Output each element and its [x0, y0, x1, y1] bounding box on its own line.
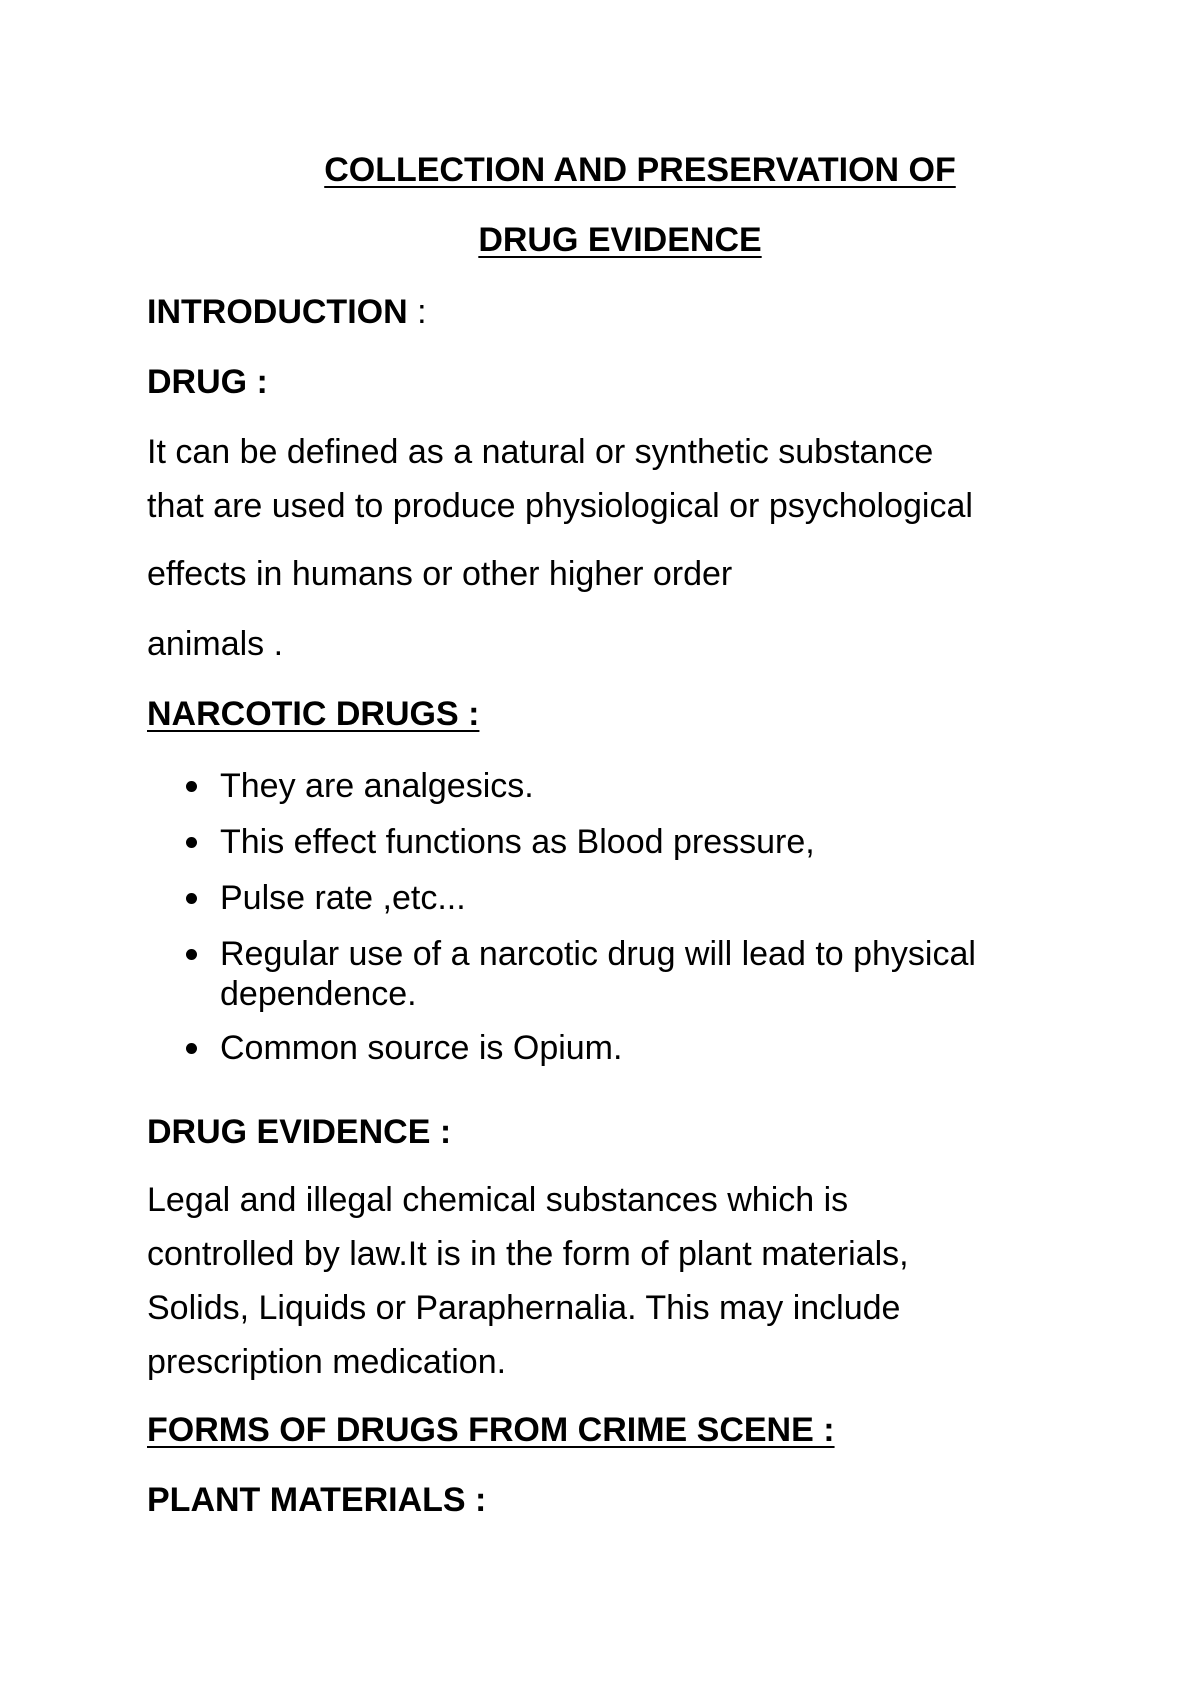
list-item [180, 934, 976, 1014]
drug-definition-line: that are used to produce physiological or psychological [147, 487, 973, 525]
drug-definition-line: It can be defined as a natural or synthetic substance [147, 433, 934, 471]
drug-evidence-line: Legal and illegal chemical substances which is [147, 1181, 849, 1219]
bullet-icon [186, 837, 197, 848]
drug-definition-line: animals . [147, 625, 284, 663]
narcotic-drugs-heading: NARCOTIC DRUGS : [147, 695, 480, 733]
introduction-heading [147, 292, 427, 332]
bullet-icon [186, 893, 197, 904]
list-item [180, 878, 976, 918]
list-item-text: They are analgesics. [220, 767, 534, 805]
narcotic-drugs-list [180, 766, 976, 1084]
list-item-text: Pulse rate ,etc... [220, 879, 466, 917]
document-title-line2: DRUG EVIDENCE [478, 221, 762, 259]
list-item [180, 1028, 976, 1068]
bullet-icon [186, 949, 197, 960]
bullet-icon [186, 1043, 197, 1054]
drug-evidence-heading: DRUG EVIDENCE : [147, 1113, 452, 1151]
drug-heading: DRUG : [147, 363, 268, 401]
list-item-text: Regular use of a narcotic drug will lead to physical [220, 935, 976, 973]
drug-evidence-line: controlled by law.It is in the form of plant materials, [147, 1235, 909, 1273]
bullet-icon [186, 781, 197, 792]
forms-of-drugs-heading: FORMS OF DRUGS FROM CRIME SCENE : [147, 1411, 835, 1449]
list-item-text: Common source is Opium. [220, 1029, 623, 1067]
list-item-text-continued: dependence. [220, 975, 417, 1013]
document-title-line1: COLLECTION AND PRESERVATION OF [324, 151, 956, 189]
list-item-text: This effect functions as Blood pressure, [220, 823, 815, 861]
list-item [180, 766, 976, 806]
introduction-heading-text: INTRODUCTION [147, 293, 408, 331]
list-item [180, 822, 976, 862]
drug-evidence-line: Solids, Liquids or Paraphernalia. This may include [147, 1289, 901, 1327]
introduction-heading-colon: : [407, 293, 427, 331]
drug-evidence-line: prescription medication. [147, 1343, 507, 1381]
drug-definition-line: effects in humans or other higher order [147, 555, 733, 593]
plant-materials-heading: PLANT MATERIALS : [147, 1481, 487, 1519]
